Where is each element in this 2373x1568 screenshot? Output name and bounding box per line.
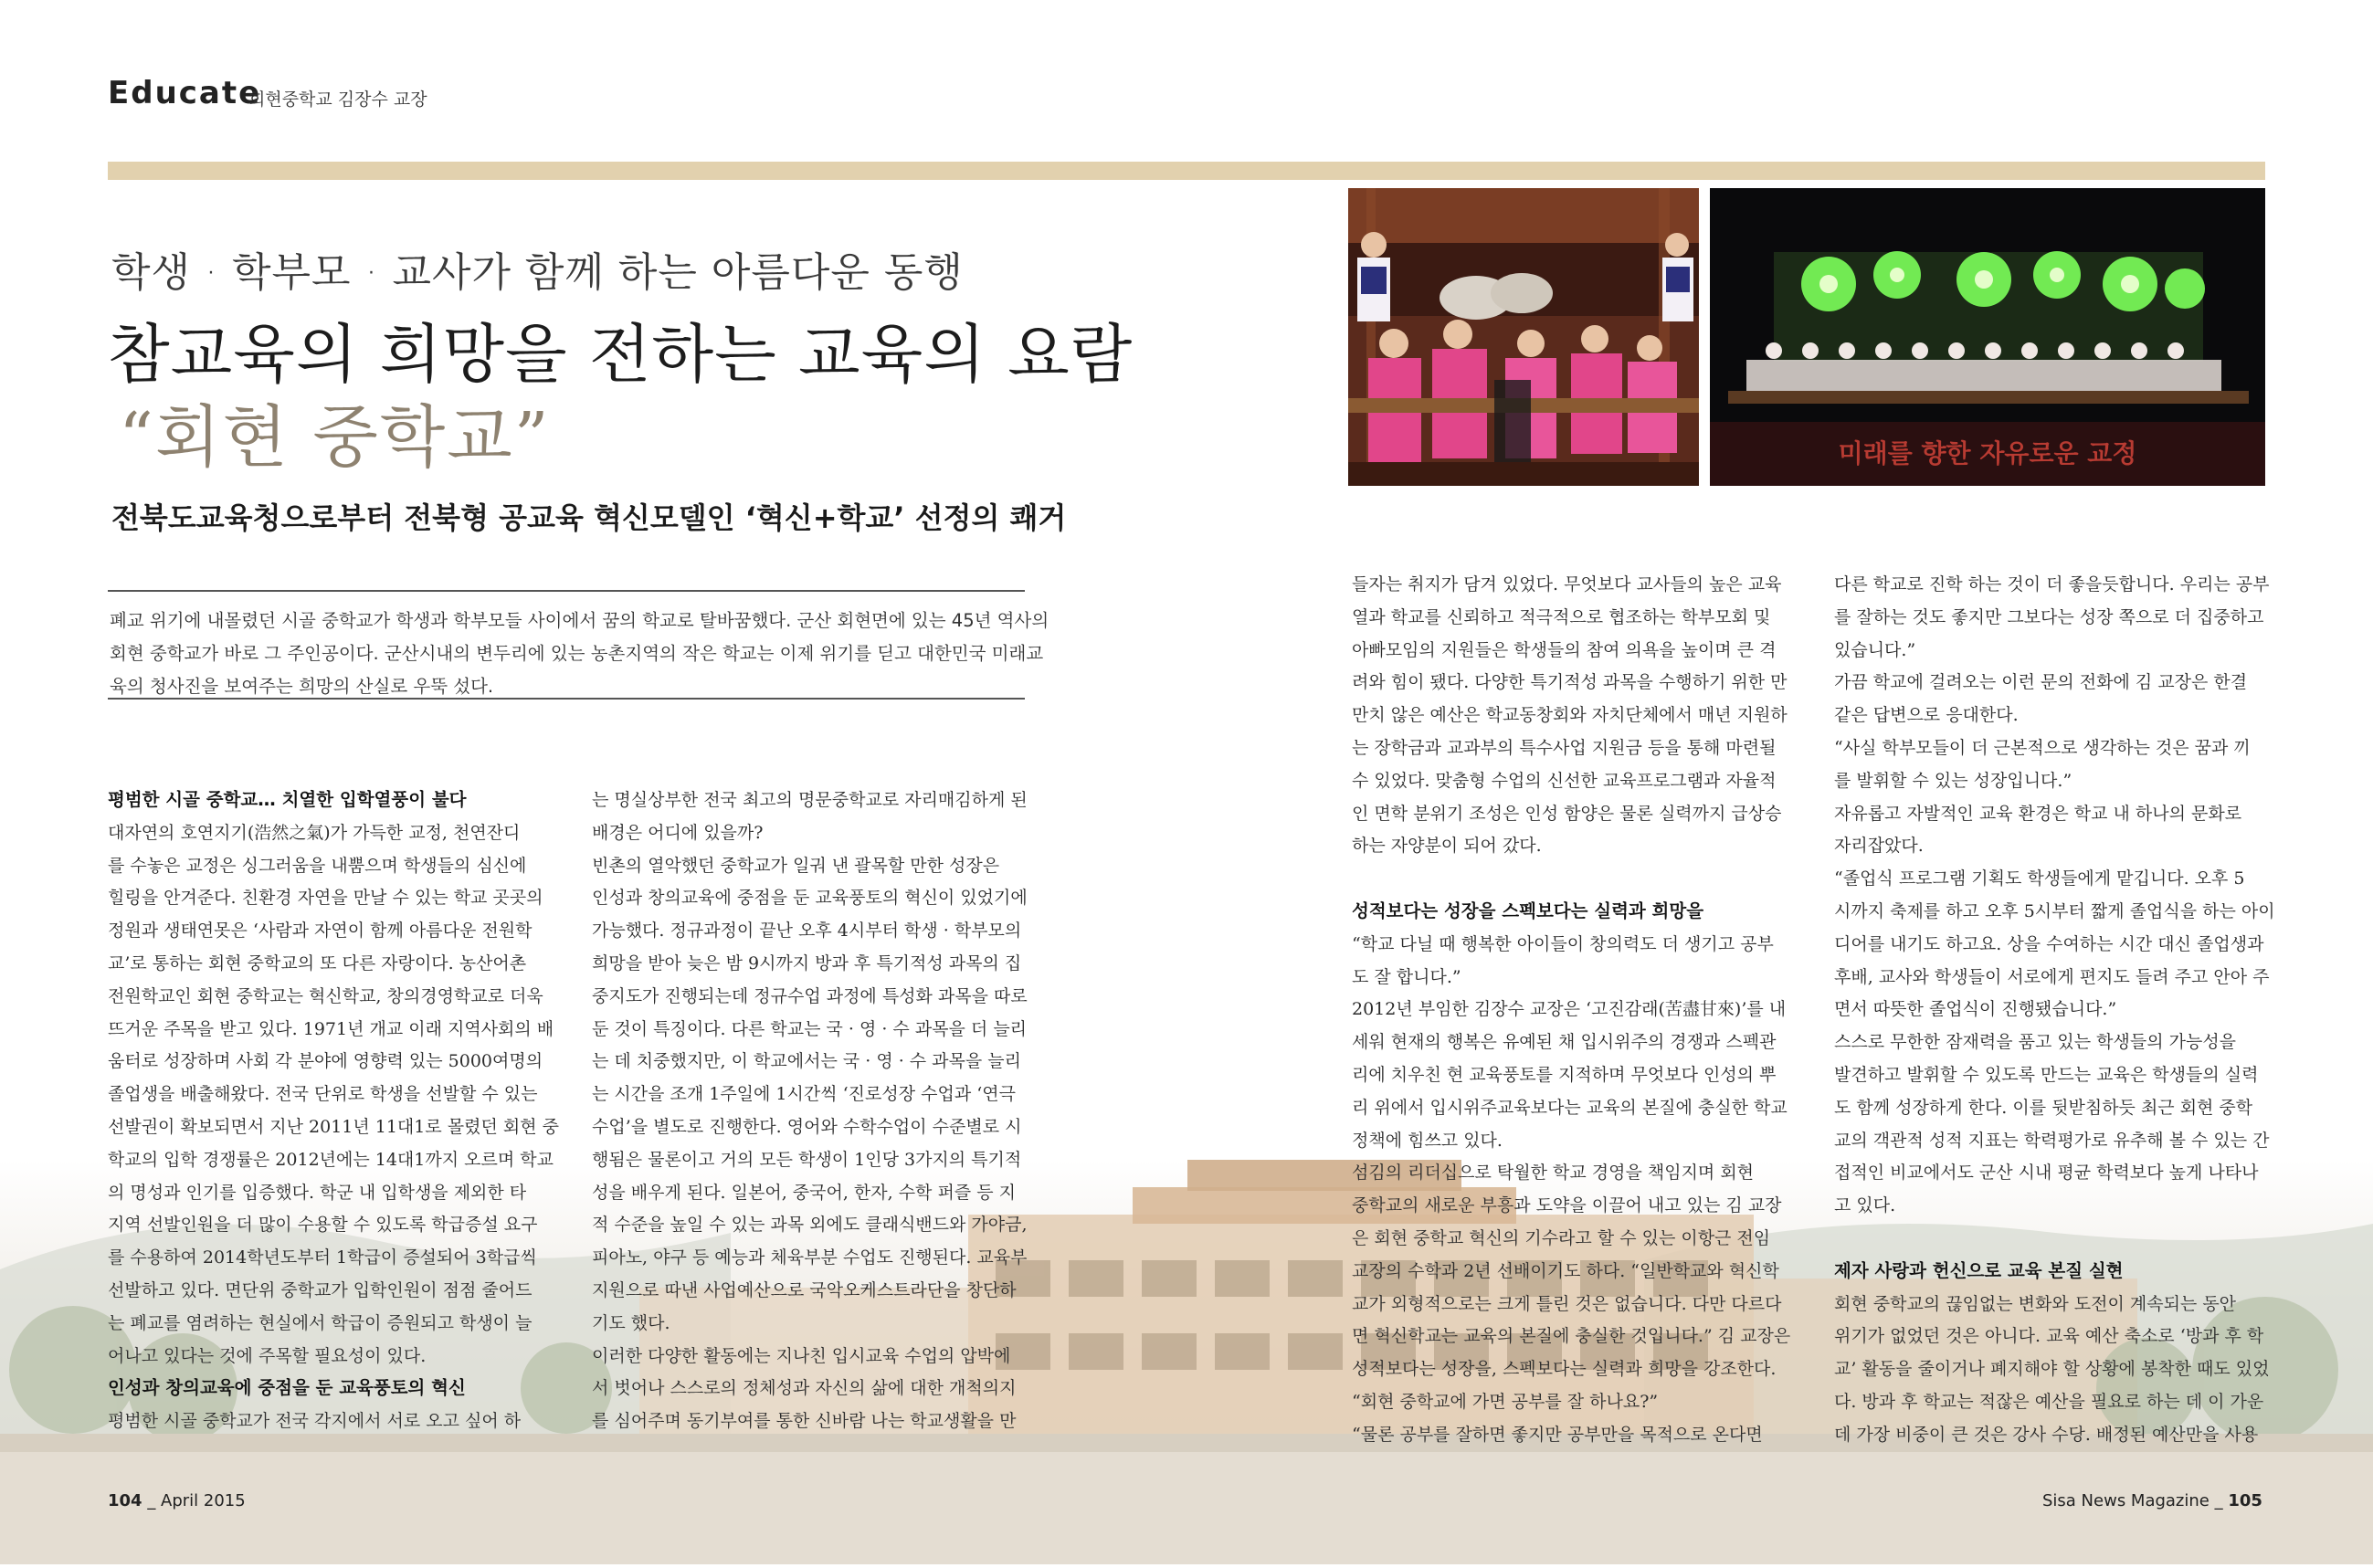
article-line: 같은 답변으로 응대한다. bbox=[1834, 705, 2019, 726]
article-line: 적 수준을 높일 수 있는 과목 외에도 클래식밴드와 가야금, bbox=[592, 1215, 1028, 1236]
footer-magazine: Sisa News Magazine _ bbox=[2042, 1491, 2229, 1510]
article-line: 교’로 통하는 회현 중학교의 또 다른 자랑이다. 농산어촌 bbox=[108, 953, 527, 973]
headline-school-name: “회현 중학교” bbox=[119, 398, 551, 477]
article-line: “회현 중학교에 가면 공부를 잘 하나요?” bbox=[1352, 1392, 1659, 1412]
article-line: 서 벗어나 스스로의 정체성과 자신의 삶에 대한 개척의지 bbox=[592, 1378, 1017, 1399]
page-number-right: 105 bbox=[2228, 1491, 2262, 1510]
article-line: “학교 다닐 때 행복한 아이들이 창의력도 더 생기고 공부 bbox=[1352, 933, 1774, 954]
footer-right bbox=[2042, 1491, 2262, 1510]
article-line: 중학교의 새로운 부흥과 도약을 이끌어 내고 있는 김 교장 bbox=[1352, 1195, 1782, 1216]
article-line: 가능했다. 정규과정이 끝난 오후 4시부터 학생 · 학부모의 bbox=[592, 921, 1022, 942]
article-line: 발견하고 발휘할 수 있도록 만드는 교육은 학생들의 실력 bbox=[1834, 1065, 2259, 1085]
article-subheading: 인성과 창의교육에 중점을 둔 교육풍토의 혁신 bbox=[108, 1377, 466, 1399]
article-line: 평범한 시골 중학교가 전국 각지에서 서로 오고 싶어 하 bbox=[108, 1411, 522, 1432]
article-line: 데 가장 비중이 큰 것은 강사 수당. 배정된 예산만을 사용 bbox=[1834, 1424, 2259, 1445]
article-line: 면 혁신학교는 교육의 본질에 충실한 것입니다.” 김 교장은 bbox=[1352, 1326, 1791, 1347]
article-line: 인성과 창의교육에 중점을 둔 교육풍토의 혁신이 있었기에 bbox=[592, 888, 1028, 909]
lead-box bbox=[108, 590, 1049, 700]
article-line: 회현 중학교의 끊임없는 변화와 도전이 계속되는 동안 bbox=[1834, 1293, 2237, 1314]
article-line: “졸업식 프로그램 기획도 학생들에게 맡깁니다. 오후 5 bbox=[1834, 868, 2245, 889]
article-line: 리에 치우친 현 교육풍토를 지적하며 무엇보다 인성의 뿌 bbox=[1352, 1065, 1777, 1085]
article-line: 은 회현 중학교 혁신의 기수라고 할 수 있는 이항근 전임 bbox=[1352, 1228, 1771, 1248]
article-line: 선발권이 확보되면서 지난 2011년 11대1로 몰렸던 회현 중 bbox=[108, 1117, 559, 1137]
article-line: 성을 배우게 된다. 일본어, 중국어, 한자, 수학 퍼즐 등 지 bbox=[592, 1182, 1016, 1203]
article-line: 하는 자양분이 되어 갔다. bbox=[1352, 836, 1542, 857]
article-line: 기도 했다. bbox=[592, 1312, 670, 1333]
article-line: 를 심어주며 동기부여를 통한 신바람 나는 학교생활을 만 bbox=[592, 1411, 1017, 1432]
article-line: 움터로 성장하며 사회 각 분야에 영향력 있는 5000여명의 bbox=[108, 1051, 543, 1072]
article-line: 수 있었다. 맞춤형 수업의 신선한 교육프로그램과 자율적 bbox=[1352, 770, 1777, 791]
article-line: 중지도가 진행되는데 정규수업 과정에 특성화 과목을 따로 bbox=[592, 985, 1028, 1006]
article-line: 다. 방과 후 학교는 적잖은 예산을 필요로 하는 데 이 가운 bbox=[1834, 1392, 2264, 1412]
article-line: 교의 객관적 성적 지표는 학력평가로 유추해 볼 수 있는 간 bbox=[1834, 1130, 2270, 1151]
article-line: 후배, 교사와 학생들이 서로에게 편지도 들려 주고 안아 주 bbox=[1834, 966, 2270, 987]
lead-line: 폐교 위기에 내몰렸던 시골 중학교가 학생과 학부모들 사이에서 꿈의 학교로 탈바꿈했다. 군산 회현면에 있는 45년 역사의 bbox=[110, 610, 1049, 631]
byline: 회현중학교 김장수 교장 bbox=[248, 89, 427, 110]
article-line: 희망을 받아 늦은 밤 9시까지 방과 후 특기적성 과목의 집 bbox=[592, 953, 1022, 973]
article-line: 피아노, 야구 등 예능과 체육부분 수업도 진행된다. 교육부 bbox=[592, 1247, 1028, 1268]
article-line: 를 수용하여 2014학년도부터 1학급이 증설되어 3학급씩 bbox=[108, 1247, 537, 1268]
article-line: 가끔 학교에 걸려오는 이런 문의 전화에 김 교장은 한결 bbox=[1834, 672, 2248, 693]
article-line: 고 있다. bbox=[1834, 1195, 1896, 1216]
article-line: 지역 선발인원을 더 많이 수용할 수 있도록 학급증설 요구 bbox=[108, 1215, 538, 1236]
article-line: 지원으로 따낸 사업예산으로 국악오케스트라단을 창단하 bbox=[592, 1280, 1017, 1300]
article-line: 어나고 있다는 것에 주목할 필요성이 있다. bbox=[108, 1345, 427, 1366]
article-line: 교’ 활동을 줄이거나 폐지해야 할 상황에 봉착한 때도 있었 bbox=[1834, 1359, 2270, 1380]
article-line: 행됨은 물론이고 거의 모든 학생이 1인당 3가지의 특기적 bbox=[592, 1149, 1022, 1170]
article-line: 빈촌의 열악했던 중학교가 일궈 낸 괄목할 만한 성장은 bbox=[592, 855, 1000, 876]
article-line: 는 장학금과 교과부의 특수사업 지원금 등을 통해 마련될 bbox=[1352, 738, 1777, 758]
article-line: 성적보다는 성장을, 스펙보다는 실력과 희망을 강조한다. bbox=[1352, 1359, 1777, 1380]
article-line: 만치 않은 예산은 학교동창회와 자치단체에서 매년 지원하 bbox=[1352, 705, 1788, 726]
article-line: 배경은 어디에 있을까? bbox=[592, 822, 764, 843]
article-line: 세워 현재의 행복은 유예된 채 입시위주의 경쟁과 스펙관 bbox=[1352, 1032, 1777, 1053]
article-subheading: 제자 사랑과 헌신으로 교육 본질 실현 bbox=[1834, 1259, 2124, 1281]
header-rule bbox=[108, 162, 2265, 180]
headline: 참교육의 희망을 전하는 교육의 요람 bbox=[108, 317, 1134, 392]
article-line: 졸업생을 배출해왔다. 전국 단위로 학생을 선발할 수 있는 bbox=[108, 1084, 538, 1105]
footer-issue: _ April 2015 bbox=[147, 1491, 246, 1510]
article-subheading: 성적보다는 성장을 스펙보다는 실력과 희망을 bbox=[1352, 900, 1704, 921]
subheadline: 학생 · 학부모 · 교사가 함께 하는 아름다운 동행 bbox=[111, 249, 964, 296]
article-line: 전원학교인 회현 중학교는 혁신학교, 창의경영학교로 더욱 bbox=[108, 985, 543, 1006]
article-line: 정책에 힘쓰고 있다. bbox=[1352, 1130, 1503, 1151]
article-line: “사실 학부모들이 더 근본적으로 생각하는 것은 꿈과 끼 bbox=[1834, 738, 2251, 758]
article-line: 들자는 취지가 담겨 있었다. 무엇보다 교사들의 높은 교육 bbox=[1352, 574, 1782, 595]
article-subheading: 평범한 시골 중학교… 치열한 입학열풍이 불다 bbox=[108, 789, 467, 810]
article-line: 면서 따뜻한 졸업식이 진행됐습니다.” bbox=[1834, 999, 2117, 1020]
article-line: 학교의 입학 경쟁률은 2012년에는 14대1까지 오르며 학교 bbox=[108, 1149, 554, 1170]
article-line: 열과 학교를 신뢰하고 적극적으로 협조하는 학부모회 및 bbox=[1352, 606, 1771, 627]
article-line: 있습니다.” bbox=[1834, 639, 1916, 660]
article-line: 아빠모임의 지원들은 학생들의 참여 의욕을 높이며 큰 격 bbox=[1352, 639, 1777, 660]
article-line: 도 잘 합니다.” bbox=[1352, 966, 1461, 987]
section-label: Educate bbox=[108, 75, 262, 111]
article-line: 교가 외형적으로는 크게 틀린 것은 없습니다. 다만 다르다 bbox=[1352, 1293, 1782, 1314]
article-line: 의 명성과 인기를 입증했다. 학군 내 입학생을 제외한 타 bbox=[108, 1182, 527, 1203]
article-line: 위기가 없었던 것은 아니다. 교육 예산 축소로 ‘방과 후 학 bbox=[1834, 1326, 2264, 1347]
page-number-left: 104 bbox=[108, 1491, 142, 1510]
article-line: 자유롭고 자발적인 교육 환경은 학교 내 하나의 문화로 bbox=[1834, 803, 2242, 824]
lead-line: 회현 중학교가 바로 그 주인공이다. 군산시내의 변두리에 있는 농촌지역의 작은 학교는 이제 위기를 딛고 대한민국 미래교 bbox=[110, 643, 1044, 664]
article-line: “물론 공부를 잘하면 좋지만 공부만을 목적으로 온다면 bbox=[1352, 1424, 1763, 1445]
article-line: 뜨거운 주목을 받고 있다. 1971년 개교 이래 지역사회의 배 bbox=[108, 1018, 554, 1039]
article-line: 는 시간을 조개 1주일에 1시간씩 ‘진로성장 수업과 ‘연극 bbox=[592, 1084, 1016, 1105]
article-line: 는 명실상부한 전국 최고의 명문중학교로 자리매김하게 된 bbox=[592, 790, 1028, 810]
lead-line: 육의 청사진을 보여주는 희망의 산실로 우뚝 섰다. bbox=[110, 676, 494, 697]
photo-stage-performance bbox=[1710, 188, 2265, 486]
photo-student-orchestra bbox=[1348, 188, 1699, 486]
article-line: 2012년 부임한 김장수 교장은 ‘고진감래(苦盡甘來)’를 내 bbox=[1352, 999, 1787, 1020]
article-line: 리 위에서 입시위주교육보다는 교육의 본질에 충실한 학교 bbox=[1352, 1097, 1788, 1118]
stage-banner-text: 미래를 향한 자유로운 교정 bbox=[1838, 438, 2137, 468]
article-line: 자리잡았다. bbox=[1834, 836, 1924, 857]
article-line: 인 면학 분위기 조성은 인성 함양은 물론 실력까지 급상승 bbox=[1352, 803, 1782, 824]
article-line: 교장의 수학과 2년 선배이기도 하다. “일반학교와 혁신학 bbox=[1352, 1260, 1779, 1281]
footer-left bbox=[108, 1491, 246, 1510]
article-line: 다른 학교로 진학 하는 것이 더 좋을듯합니다. 우리는 공부 bbox=[1834, 574, 2270, 595]
article-line: 를 수놓은 교정은 싱그러움을 내뿜으며 학생들의 심신에 bbox=[108, 855, 527, 876]
article-line: 섬김의 리더십으로 탁월한 학교 경영을 책임지며 회현 bbox=[1352, 1163, 1755, 1184]
article-line: 이러한 다양한 활동에는 지나친 입시교육 수업의 압박에 bbox=[592, 1345, 1011, 1366]
article-line: 를 잘하는 것도 좋지만 그보다는 성장 쪽으로 더 집중하고 bbox=[1834, 606, 2264, 627]
article-line: 정원과 생태연못은 ‘사람과 자연이 함께 아름다운 전원학 bbox=[108, 921, 533, 942]
article-line: 시까지 축제를 하고 오후 5시부터 짧게 졸업식을 하는 아이 bbox=[1834, 901, 2275, 921]
article-line: 는 폐교를 염려하는 현실에서 학급이 증원되고 학생이 늘 bbox=[108, 1312, 533, 1333]
article-line: 도 함께 성장하게 한다. 이를 뒷받침하듯 최근 회현 중학 bbox=[1834, 1097, 2253, 1118]
article-line: 접적인 비교에서도 군산 시내 평균 학력보다 높게 나타나 bbox=[1834, 1163, 2259, 1184]
article-line: 는 데 치중했지만, 이 학교에서는 국 · 영 · 수 과목을 늘리 bbox=[592, 1051, 1021, 1072]
article-line: 힐링을 안겨준다. 친환경 자연을 만날 수 있는 학교 곳곳의 bbox=[108, 888, 543, 909]
deck: 전북도교육청으로부터 전북형 공교육 혁신모델인 ‘혁신+학교’ 선정의 쾌거 bbox=[111, 500, 1067, 535]
article-line: 둔 것이 특징이다. 다른 학교는 국 · 영 · 수 과목을 더 늘리 bbox=[592, 1018, 1028, 1039]
article-line: 스스로 무한한 잠재력을 품고 있는 학생들의 가능성을 bbox=[1834, 1032, 2237, 1053]
article-line: 수업’을 별도로 진행한다. 영어와 수학수업이 수준별로 시 bbox=[592, 1117, 1022, 1137]
article-line: 선발하고 있다. 면단위 중학교가 입학인원이 점점 줄어드 bbox=[108, 1280, 533, 1300]
article-line: 려와 힘이 됐다. 다양한 특기적성 과목을 수행하기 위한 만 bbox=[1352, 672, 1788, 693]
article-line: 대자연의 호연지기(浩然之氣)가 가득한 교정, 천연잔디 bbox=[108, 822, 521, 843]
article-line: 를 발휘할 수 있는 성장입니다.” bbox=[1834, 770, 2072, 791]
article-line: 디어를 내기도 하고요. 상을 수여하는 시간 대신 졸업생과 bbox=[1834, 933, 2264, 954]
